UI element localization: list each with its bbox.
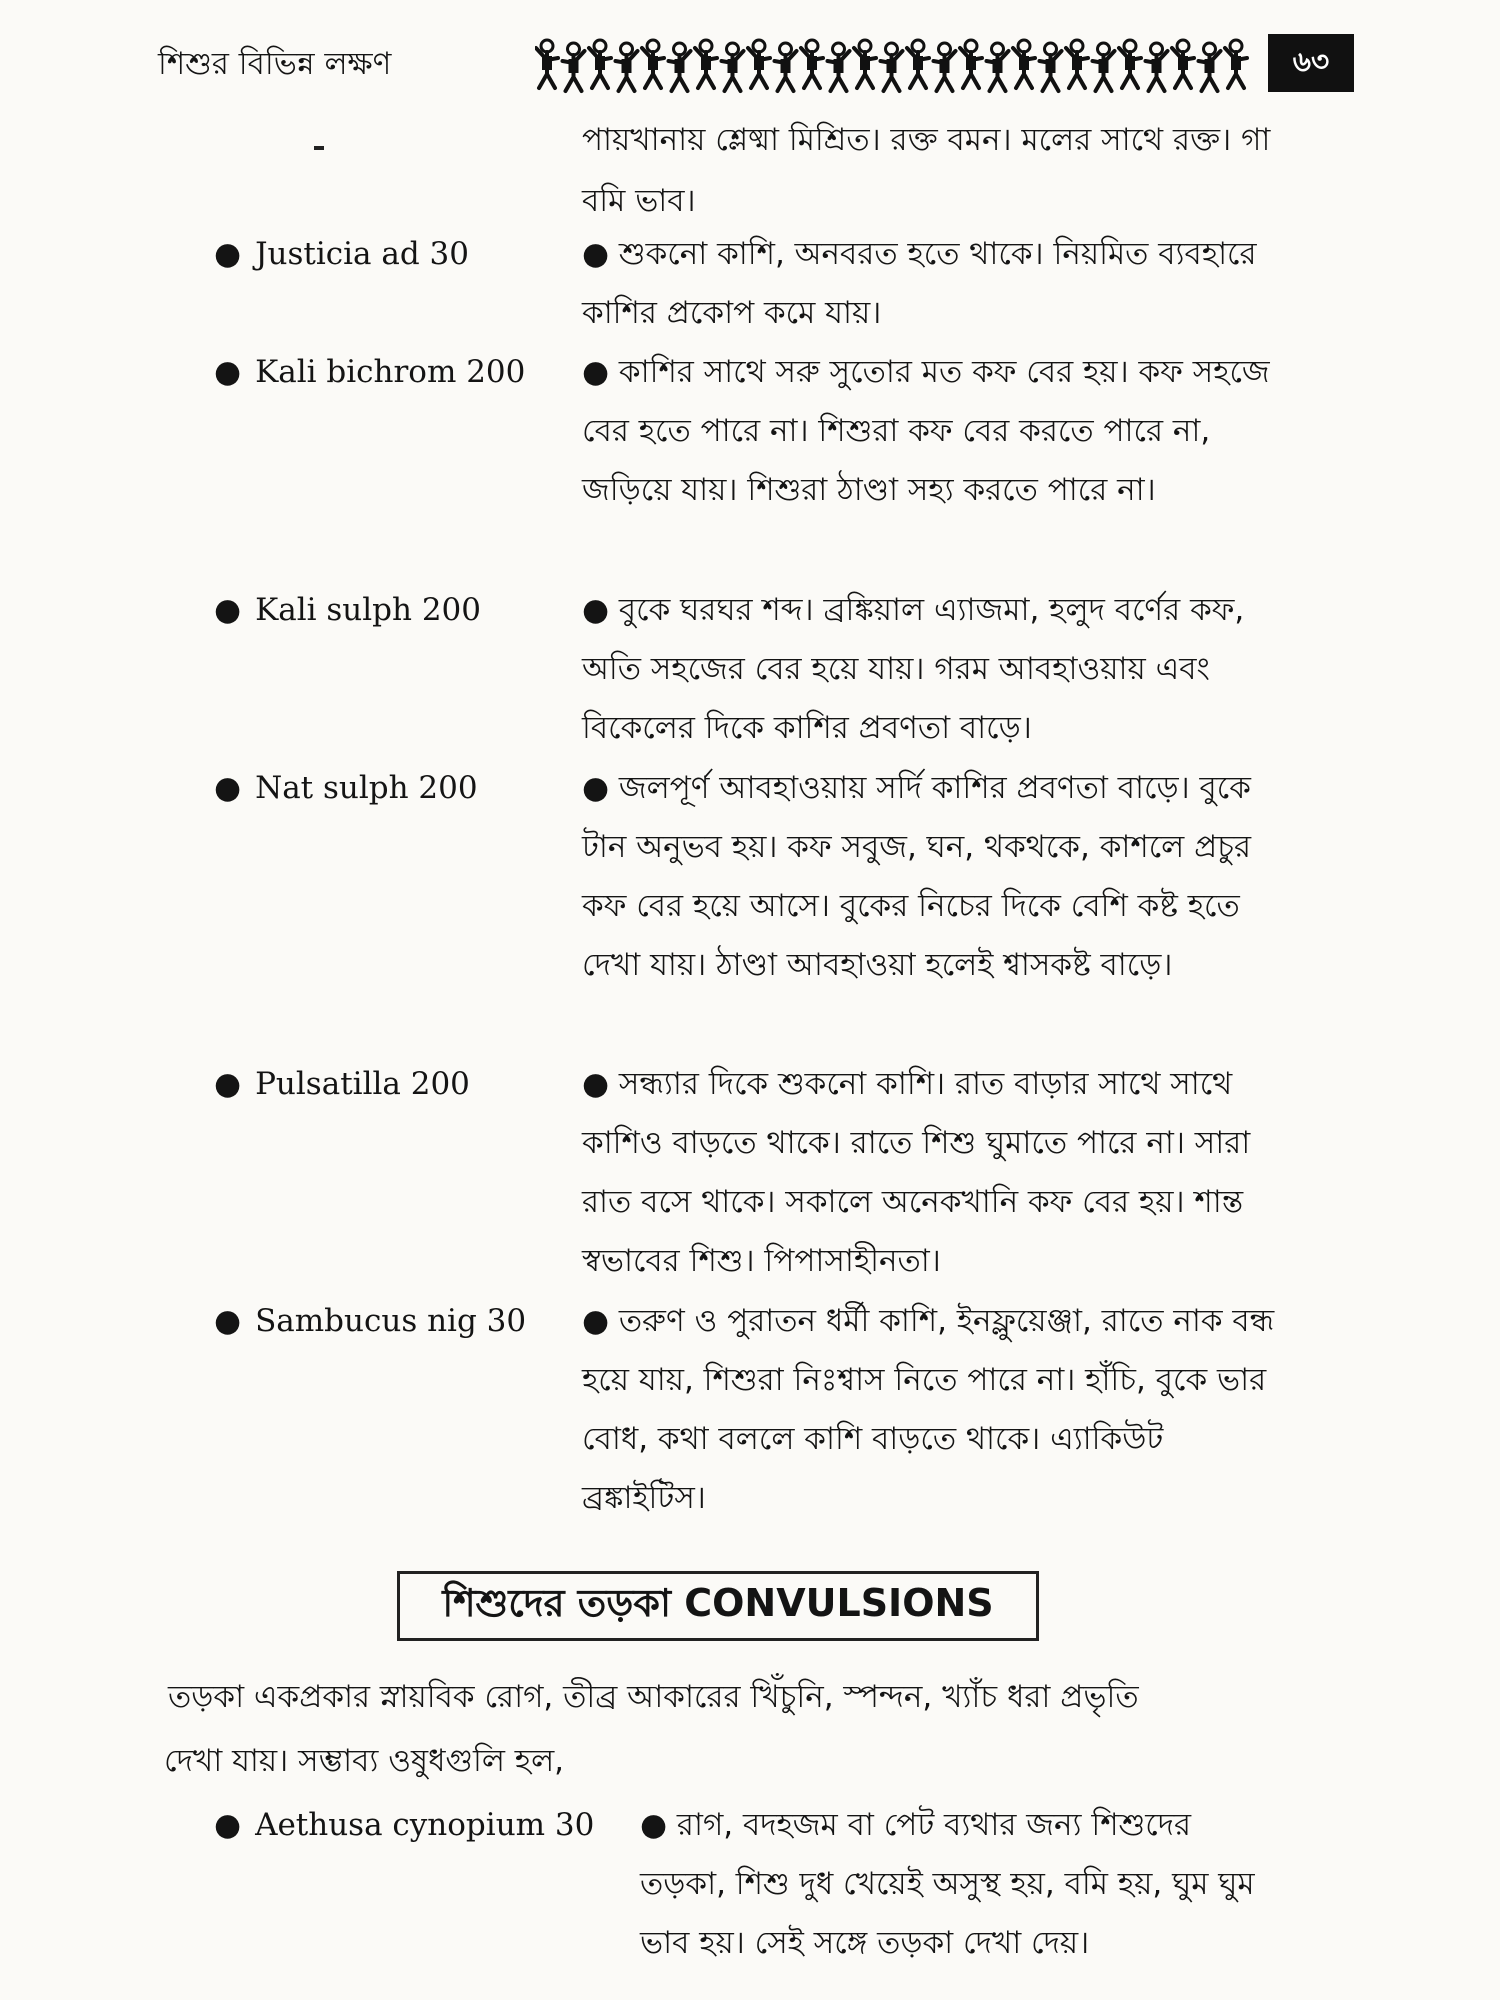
remedy-description: ● তরুণ ও পুরাতন ধর্মী কাশি, ইনফ্লুয়েঞ্জা, রাতে নাক বন্ধ হয়ে যায়, শিশুরা নিঃশ্বাস নিতে পারে না। হাঁচি, বুকে ভার বোধ, কথা বললে কাশি বাড়তে থাকে। এ্যাকিউট ব্রঙ্কাইটিস। [582,1303,1275,1516]
border-figure [987,43,1009,91]
border-figure [563,43,585,91]
border-figure [801,40,823,88]
remedy-name: ● Pulsatilla 200 [214,1066,470,1102]
remedy-name: ● Kali sulph 200 [214,592,482,628]
border-figure [907,40,929,88]
border-figure [1093,43,1115,91]
section-heading-box [397,1571,1039,1641]
remedy-name: ● Nat sulph 200 [214,770,478,806]
remedy-description: ● শুকনো কাশি, অনবরত হতে থাকে। নিয়মিত ব্যবহারে কাশির প্রকোপ কমে যায়। [582,236,1257,331]
section-intro [164,1665,1278,1793]
border-figure [642,40,664,88]
border-figure [1040,43,1062,91]
remedy-description: ● কাশির সাথে সরু সুতোর মত কফ বের হয়। কফ সহজে বের হতে পারে না। শিশুরা কফ বের করতে পারে না, জড়িয়ে যায়। শিশুরা ঠাণ্ডা সহ্য করতে পারে না। [582,354,1270,508]
border-figure [960,40,982,88]
border-figure [669,43,691,91]
border-figure [881,43,903,91]
remedy-description: ● রাগ, বদহজম বা পেট ব্যথার জন্য শিশুদের তড়কা, শিশু দুধ খেয়েই অসুস্থ হয়, বমি হয়, ঘুম ঘুম ভাব হয়। সেই সঙ্গে তড়কা দেখা দেয়। [640,1807,1255,1961]
remedy-name: ● Sambucus nig 30 [214,1303,527,1339]
border-figure [1225,40,1247,88]
remedy-name: ● Kali bichrom 200 [214,354,526,390]
border-figure [775,43,797,91]
border-figure [748,40,770,88]
border-figure [1013,40,1035,88]
border-figure [828,43,850,91]
border-figure [1199,43,1221,91]
border-figure [1119,40,1141,88]
page-number: ৬৩ [1268,34,1354,92]
border-figure [1066,40,1088,88]
border-figure [589,40,611,88]
remedy-name: ● Justicia ad 30 [214,236,469,272]
border-figure [616,43,638,91]
border-figure [1172,40,1194,88]
remedy-name: ● Aethusa cynopium 30 [214,1807,595,1843]
continuation-paragraph: পায়খানায় শ্লেষ্মা মিশ্রিত। রক্ত বমন। মলের সাথে রক্ত। গা বমি ভাব। [582,122,1271,219]
remedy-description: ● সন্ধ্যার দিকে শুকনো কাশি। রাত বাড়ার সাথে সাথে কাশিও বাড়তে থাকে। রাতে শিশু ঘুমাতে পারে না। সারা রাত বসে থাকে। সকালে অনেকখানি কফ বের হয়। শান্ত স্বভাবের শিশু। পিপাসাহীনতা। [582,1066,1251,1279]
border-figure [695,40,717,88]
border-figure [722,43,744,91]
border-figure [536,40,558,88]
section-heading: শিশুদের তড়কা CONVULSIONS [442,1581,994,1625]
ink-mark [314,146,324,150]
running-header-title: শিশুর বিভিন্ন লক্ষণ [158,46,392,82]
border-figure [1146,43,1168,91]
remedy-description: ● জলপূর্ণ আবহাওয়ায় সর্দি কাশির প্রবণতা বাড়ে। বুকে টান অনুভব হয়। কফ সবুজ, ঘন, থকথকে, কাশলে প্রচুর কফ বের হয়ে আসে। বুকের নিচের দিকে বেশি কষ্ট হতে দেখা যায়। ঠাণ্ডা আবহাওয়া হলেই শ্বাসকষ্ট বাড়ে। [582,770,1252,983]
decorative-figures-border [535,34,1260,98]
border-figure [934,43,956,91]
intro-line: দেখা যায়। সম্ভাব্য ওষুধগুলি হল, [164,1743,565,1779]
intro-line: তড়কা একপ্রকার স্নায়বিক রোগ, তীব্র আকারের খিঁচুনি, স্পন্দন, খ্যাঁচ ধরা প্রভৃতি [168,1679,1139,1715]
border-figure [854,40,876,88]
remedy-description: ● বুকে ঘরঘর শব্দ। ব্রঙ্কিয়াল এ্যাজমা, হলুদ বর্ণের কফ, অতি সহজের বের হয়ে যায়। গরম আবহাওয়ায় এবং বিকেলের দিকে কাশির প্রবণতা বাড়ে। [582,592,1245,746]
